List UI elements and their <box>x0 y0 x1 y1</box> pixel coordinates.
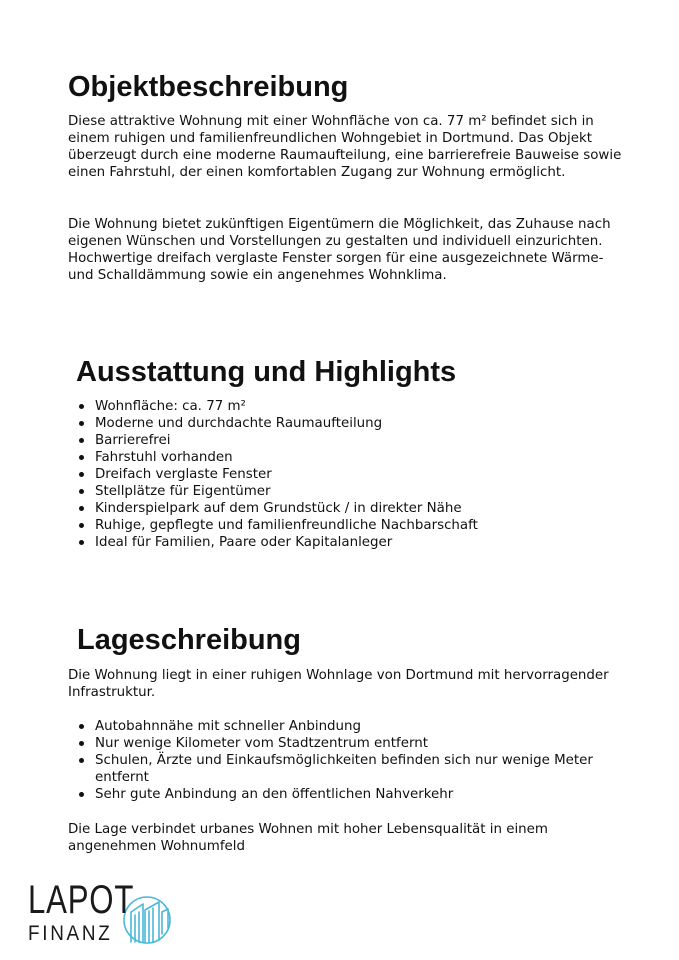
heading-objektbeschreibung: Objektbeschreibung <box>68 71 349 103</box>
list-item: Kinderspielpark auf dem Grundstück / in direkter Nähe <box>68 500 608 517</box>
list-item: Ideal für Familien, Paare oder Kapitalanleger <box>68 534 608 551</box>
paragraph-objekt-2: Die Wohnung bietet zukünftigen Eigentümern die Möglichkeit, das Zuhause nach eigenen Wünschen und Vorstellungen zu gestalten und individuell einzurichten. Hochwertige dreifach verglaste Fenster sorgen für eine ausgezeichnete Wärme- und Schalldämmung sowie ein angenehmes Wohnklima. <box>68 217 611 283</box>
list-item: Sehr gute Anbindung an den öffentlichen Nahverkehr <box>68 786 608 803</box>
list-item: Dreifach verglaste Fenster <box>68 466 608 483</box>
logo-wordmark-bottom: FINANZ <box>28 922 113 945</box>
highlights-list <box>68 398 608 551</box>
lage-list <box>68 718 608 803</box>
list-item: Nur wenige Kilometer vom Stadtzentrum entfernt <box>68 735 608 752</box>
list-item: Autobahnnähe mit schneller Anbindung <box>68 718 608 735</box>
list-item: Fahrstuhl vorhanden <box>68 449 608 466</box>
list-item: Barrierefrei <box>68 432 608 449</box>
list-item: Moderne und durchdachte Raumaufteilung <box>68 415 608 432</box>
list-item: Ruhige, gepflegte und familienfreundliche Nachbarschaft <box>68 517 608 534</box>
paragraph-objekt-1: Diese attraktive Wohnung mit einer Wohnfläche von ca. 77 m² befindet sich in einem ruhigen und familienfreundlichen Wohngebiet in Dortmund. Das Objekt überzeugt durch eine moderne Raumaufteilung, eine barrierefreie Bauweise sowie einen Fahrstuhl, der einen komfortablen Zugang zur Wohnung ermöglicht. <box>68 114 622 180</box>
paragraph-lage-intro: Die Wohnung liegt in einer ruhigen Wohnlage von Dortmund mit hervorragender Infrastruktur. <box>68 668 609 700</box>
list-item: Stellplätze für Eigentümer <box>68 483 608 500</box>
list-item: Wohnfläche: ca. 77 m² <box>68 398 608 415</box>
list-item: Schulen, Ärzte und Einkaufsmöglichkeiten befinden sich nur wenige Meter entfernt <box>68 752 608 786</box>
logo-wordmark-top: LAPOT <box>28 878 135 922</box>
paragraph-lage-outro: Die Lage verbindet urbanes Wohnen mit hoher Lebensqualität in einem angenehmen Wohnumfeld <box>68 822 548 854</box>
heading-ausstattung: Ausstattung und Highlights <box>76 356 457 388</box>
lapot-finanz-logo <box>28 878 178 954</box>
heading-lageschreibung: Lageschreibung <box>77 624 301 656</box>
